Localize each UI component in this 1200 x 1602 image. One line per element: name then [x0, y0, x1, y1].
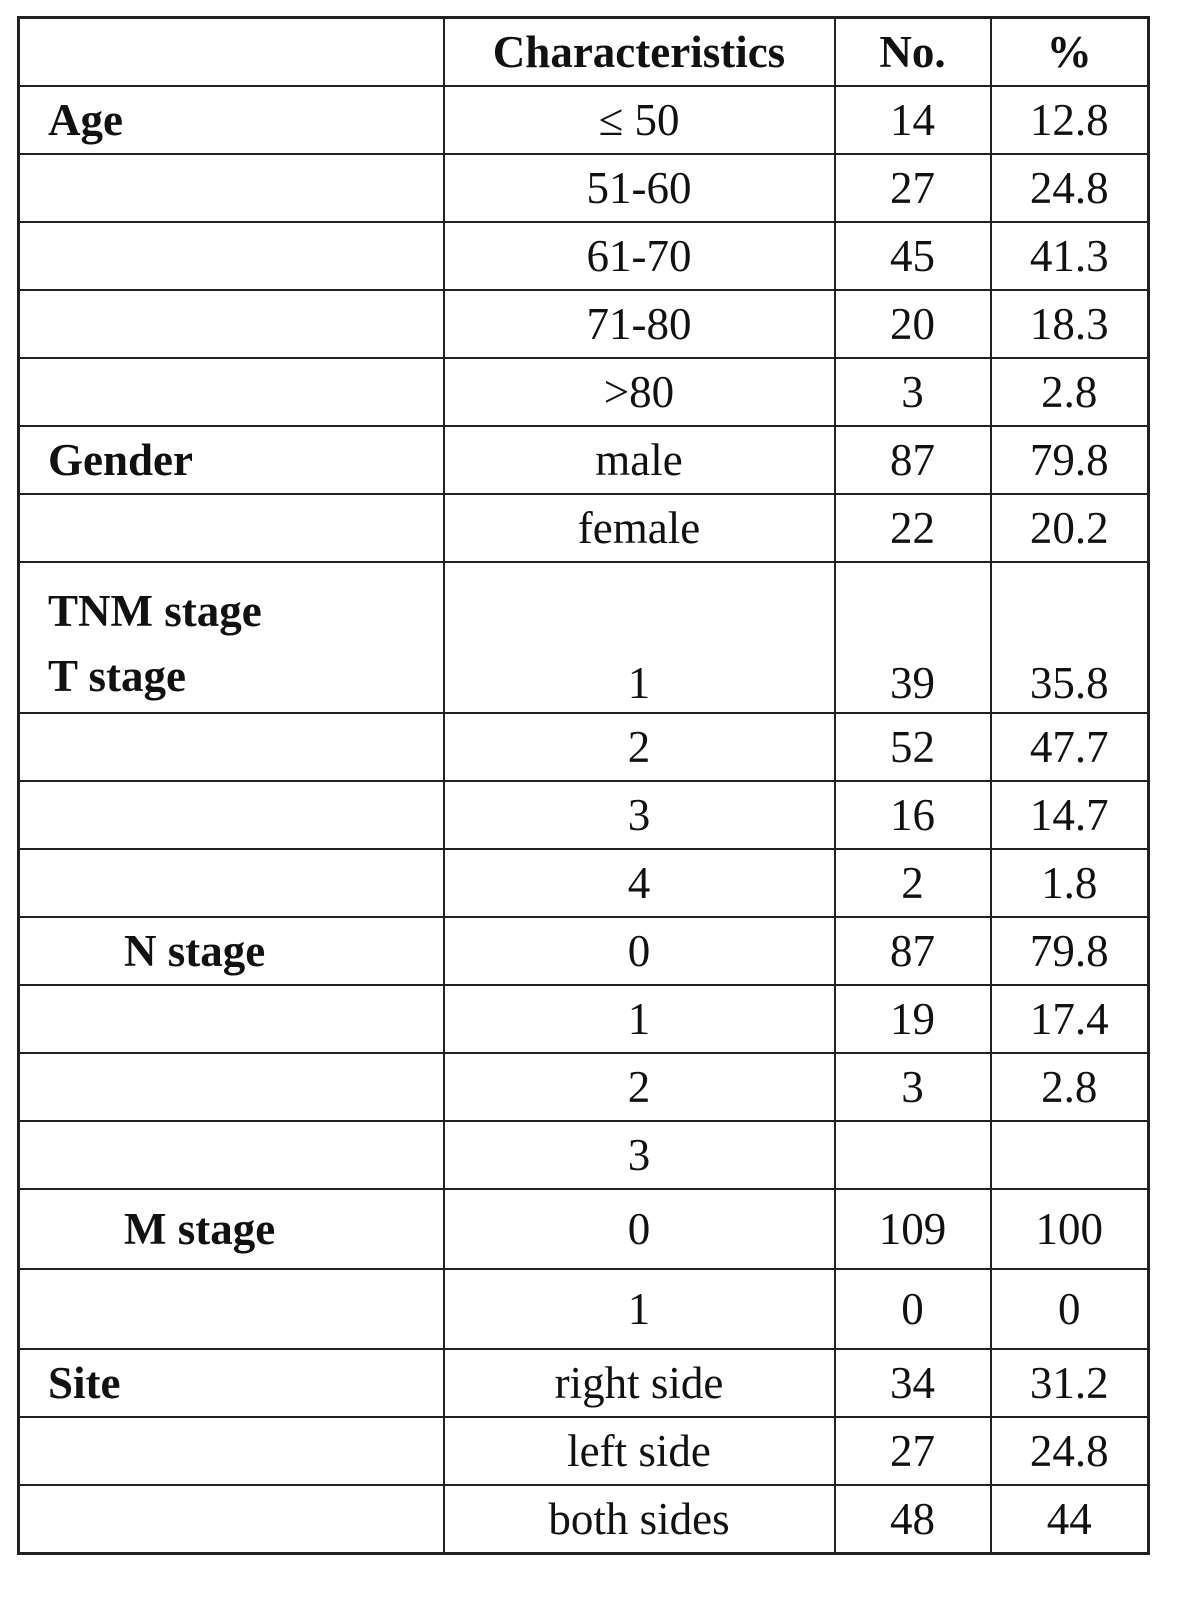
row-count: 0 — [835, 1269, 991, 1349]
row-percent: 24.8 — [991, 1417, 1149, 1485]
row-characteristic: 0 — [444, 917, 835, 985]
row-percent: 31.2 — [991, 1349, 1149, 1417]
row-count: 3 — [835, 358, 991, 426]
row-group-label — [19, 358, 444, 426]
characteristics-table — [17, 16, 1150, 1555]
table-row — [19, 426, 1149, 494]
row-count: 87 — [835, 426, 991, 494]
row-count: 27 — [835, 1417, 991, 1485]
table-row — [19, 1485, 1149, 1554]
table-row — [19, 494, 1149, 562]
row-percent: 79.8 — [991, 426, 1149, 494]
row-percent: 17.4 — [991, 985, 1149, 1053]
row-percent: 12.8 — [991, 86, 1149, 154]
table-row — [19, 1349, 1149, 1417]
row-count: 87 — [835, 917, 991, 985]
table-row — [19, 86, 1149, 154]
table-row — [19, 781, 1149, 849]
row-group-label — [19, 154, 444, 222]
row-group-label — [19, 1053, 444, 1121]
row-group-label — [19, 985, 444, 1053]
row-percent: 41.3 — [991, 222, 1149, 290]
row-count — [835, 1121, 991, 1189]
row-group-label — [19, 1269, 444, 1349]
header-percent: % — [991, 18, 1149, 87]
header-characteristics: Characteristics — [444, 18, 835, 87]
row-count: 52 — [835, 713, 991, 781]
table-header-row — [19, 18, 1149, 87]
row-count: 22 — [835, 494, 991, 562]
row-count: 109 — [835, 1189, 991, 1269]
row-group-label: Gender — [19, 426, 444, 494]
tnm-stage-label: TNM stage — [48, 586, 262, 636]
row-characteristic: ≤ 50 — [444, 86, 835, 154]
row-group-label — [19, 290, 444, 358]
row-characteristic: 4 — [444, 849, 835, 917]
table-row — [19, 154, 1149, 222]
row-percent: 79.8 — [991, 917, 1149, 985]
row-percent: 24.8 — [991, 154, 1149, 222]
row-characteristic: 0 — [444, 1189, 835, 1269]
row-percent: 44 — [991, 1485, 1149, 1554]
row-count: 39 — [835, 562, 991, 713]
row-group-label — [19, 222, 444, 290]
row-group-label — [19, 562, 444, 713]
row-group-label — [19, 1485, 444, 1554]
table-row — [19, 849, 1149, 917]
row-group-label — [19, 713, 444, 781]
row-characteristic: male — [444, 426, 835, 494]
row-characteristic: left side — [444, 1417, 835, 1485]
table-row — [19, 1053, 1149, 1121]
row-characteristic: both sides — [444, 1485, 835, 1554]
table-row — [19, 917, 1149, 985]
row-count: 16 — [835, 781, 991, 849]
table-row — [19, 290, 1149, 358]
row-count: 48 — [835, 1485, 991, 1554]
table-row — [19, 1417, 1149, 1485]
row-percent: 1.8 — [991, 849, 1149, 917]
row-count: 27 — [835, 154, 991, 222]
row-percent: 18.3 — [991, 290, 1149, 358]
row-percent: 14.7 — [991, 781, 1149, 849]
row-percent: 47.7 — [991, 713, 1149, 781]
row-group-label: N stage — [19, 917, 444, 985]
table-row — [19, 1189, 1149, 1269]
row-group-label — [19, 1121, 444, 1189]
row-characteristic: 51-60 — [444, 154, 835, 222]
row-characteristic: right side — [444, 1349, 835, 1417]
row-count: 2 — [835, 849, 991, 917]
row-characteristic: female — [444, 494, 835, 562]
row-count: 34 — [835, 1349, 991, 1417]
row-characteristic: >80 — [444, 358, 835, 426]
row-characteristic: 2 — [444, 1053, 835, 1121]
table-row — [19, 985, 1149, 1053]
row-group-label — [19, 781, 444, 849]
header-count: No. — [835, 18, 991, 87]
table-row — [19, 713, 1149, 781]
row-count: 3 — [835, 1053, 991, 1121]
row-count: 45 — [835, 222, 991, 290]
table-row — [19, 1121, 1149, 1189]
row-group-label: Age — [19, 86, 444, 154]
row-group-label — [19, 494, 444, 562]
row-characteristic: 1 — [444, 985, 835, 1053]
row-group-label: Site — [19, 1349, 444, 1417]
row-characteristic: 2 — [444, 713, 835, 781]
row-percent: 100 — [991, 1189, 1149, 1269]
row-characteristic: 3 — [444, 1121, 835, 1189]
row-group-label: M stage — [19, 1189, 444, 1269]
row-characteristic: 1 — [444, 1269, 835, 1349]
table-row — [19, 358, 1149, 426]
row-characteristic: 61-70 — [444, 222, 835, 290]
header-group — [19, 18, 444, 87]
row-percent: 2.8 — [991, 358, 1149, 426]
table-row — [19, 222, 1149, 290]
row-group-label — [19, 1417, 444, 1485]
row-characteristic: 71-80 — [444, 290, 835, 358]
t-stage-label: T stage — [48, 651, 186, 702]
row-characteristic: 1 — [444, 562, 835, 713]
table-row — [19, 562, 1149, 713]
row-percent: 2.8 — [991, 1053, 1149, 1121]
row-percent: 0 — [991, 1269, 1149, 1349]
row-count: 20 — [835, 290, 991, 358]
row-count: 19 — [835, 985, 991, 1053]
row-characteristic: 3 — [444, 781, 835, 849]
row-count: 14 — [835, 86, 991, 154]
characteristics-table-container — [17, 16, 1150, 1555]
row-percent — [991, 1121, 1149, 1189]
row-percent: 20.2 — [991, 494, 1149, 562]
table-row — [19, 1269, 1149, 1349]
row-group-label — [19, 849, 444, 917]
row-percent: 35.8 — [991, 562, 1149, 713]
